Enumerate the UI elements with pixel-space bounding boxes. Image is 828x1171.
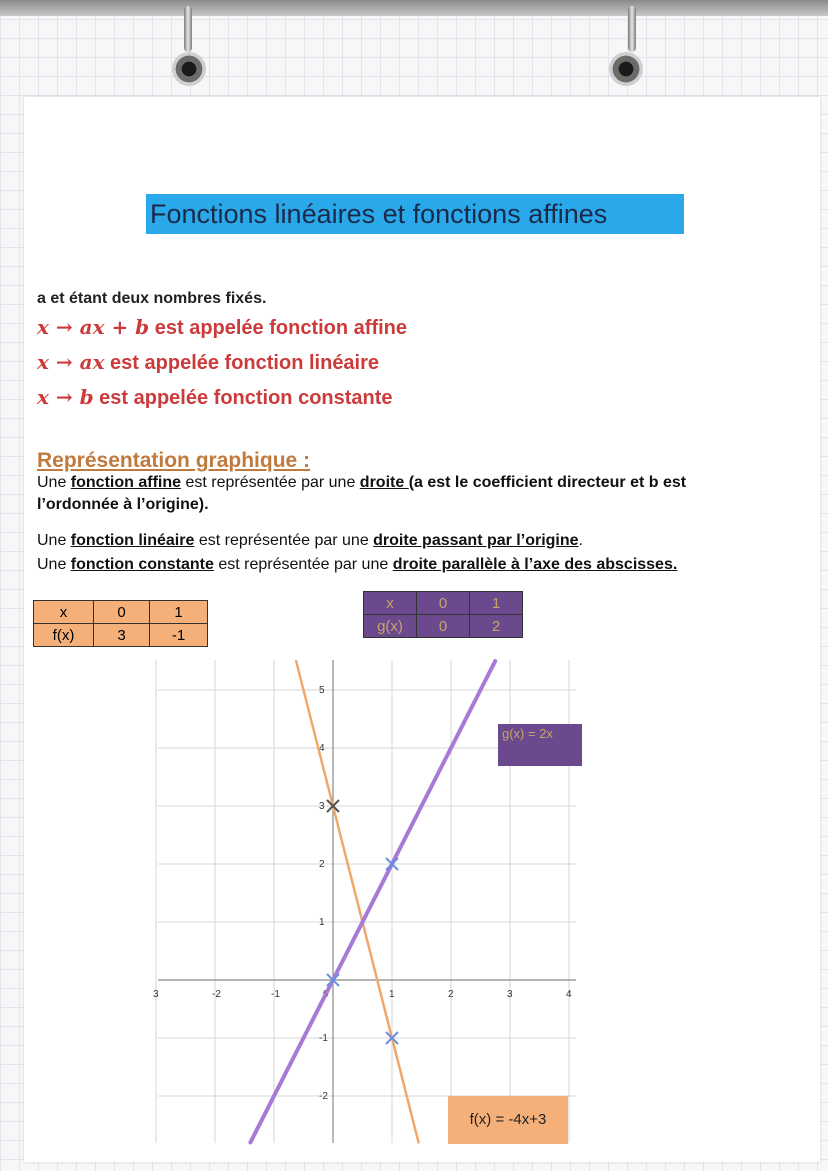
term-parallel: droite parallèle à l’axe des abscisses.: [392, 556, 678, 573]
x-tick-label: 1: [389, 989, 395, 1000]
term-linear: fonction linéaire: [70, 532, 195, 549]
table-cell: 1: [150, 601, 208, 624]
table-cell: 1: [470, 592, 523, 615]
table-cell: x: [364, 592, 417, 615]
x-tick-label: 4: [566, 989, 572, 1000]
table-cell: 0: [94, 601, 150, 624]
term-droite: droite: [359, 474, 409, 491]
y-tick-label: 5: [319, 685, 325, 696]
text: est représentée par une: [213, 556, 393, 573]
table-cell: g(x): [364, 615, 417, 638]
text: Une: [37, 556, 71, 573]
definition-expr: x → ax + b: [37, 315, 150, 339]
term-constant: fonction constante: [70, 556, 214, 573]
label-f: f(x) = -4x+3: [448, 1096, 568, 1144]
y-tick-label: -2: [319, 1091, 328, 1102]
series-line: [250, 661, 495, 1142]
x-tick-label: -2: [212, 989, 221, 1000]
intro-text: a et étant deux nombres fixés.: [37, 290, 267, 307]
text: Une: [37, 474, 71, 491]
table-cell: 0: [417, 592, 470, 615]
text: est représentée par une: [194, 532, 374, 549]
definition-text: est appelée fonction affine: [149, 317, 407, 339]
section-title: Représentation graphique :: [37, 449, 311, 472]
page-title: Fonctions linéaires et fonctions affines: [146, 194, 684, 234]
table-cell: 0: [417, 615, 470, 638]
term-affine: fonction affine: [70, 474, 182, 491]
text: l’ordonnée à l’origine).: [37, 496, 209, 513]
text: est représentée par une: [181, 474, 360, 491]
table-cell: 3: [94, 624, 150, 647]
text: .: [578, 532, 583, 549]
table-cell: 2: [470, 615, 523, 638]
y-tick-label: 1: [319, 917, 325, 928]
label-g: g(x) = 2x: [498, 724, 582, 766]
table-cell: -1: [150, 624, 208, 647]
term-origin: droite passant par l’origine: [373, 532, 579, 549]
definition-text: est appelée fonction linéaire: [104, 352, 380, 374]
y-tick-label: 4: [319, 743, 325, 754]
definition-expr: x → b: [37, 385, 94, 409]
y-tick-label: -1: [319, 1033, 328, 1044]
text: (a est le coefficient directeur et b est: [408, 474, 687, 491]
x-tick-label: 3: [153, 989, 159, 1000]
x-tick-label: -1: [271, 989, 280, 1000]
series-line: [296, 661, 418, 1142]
definition-text: est appelée fonction constante: [93, 387, 393, 409]
y-tick-label: 3: [319, 801, 325, 812]
table-cell: f(x): [34, 624, 94, 647]
x-tick-label: 2: [448, 989, 454, 1000]
y-tick-label: 2: [319, 859, 325, 870]
table-cell: x: [34, 601, 94, 624]
definition-expr: x → ax: [37, 350, 105, 374]
x-tick-label: 3: [507, 989, 513, 1000]
text: Une: [37, 532, 71, 549]
